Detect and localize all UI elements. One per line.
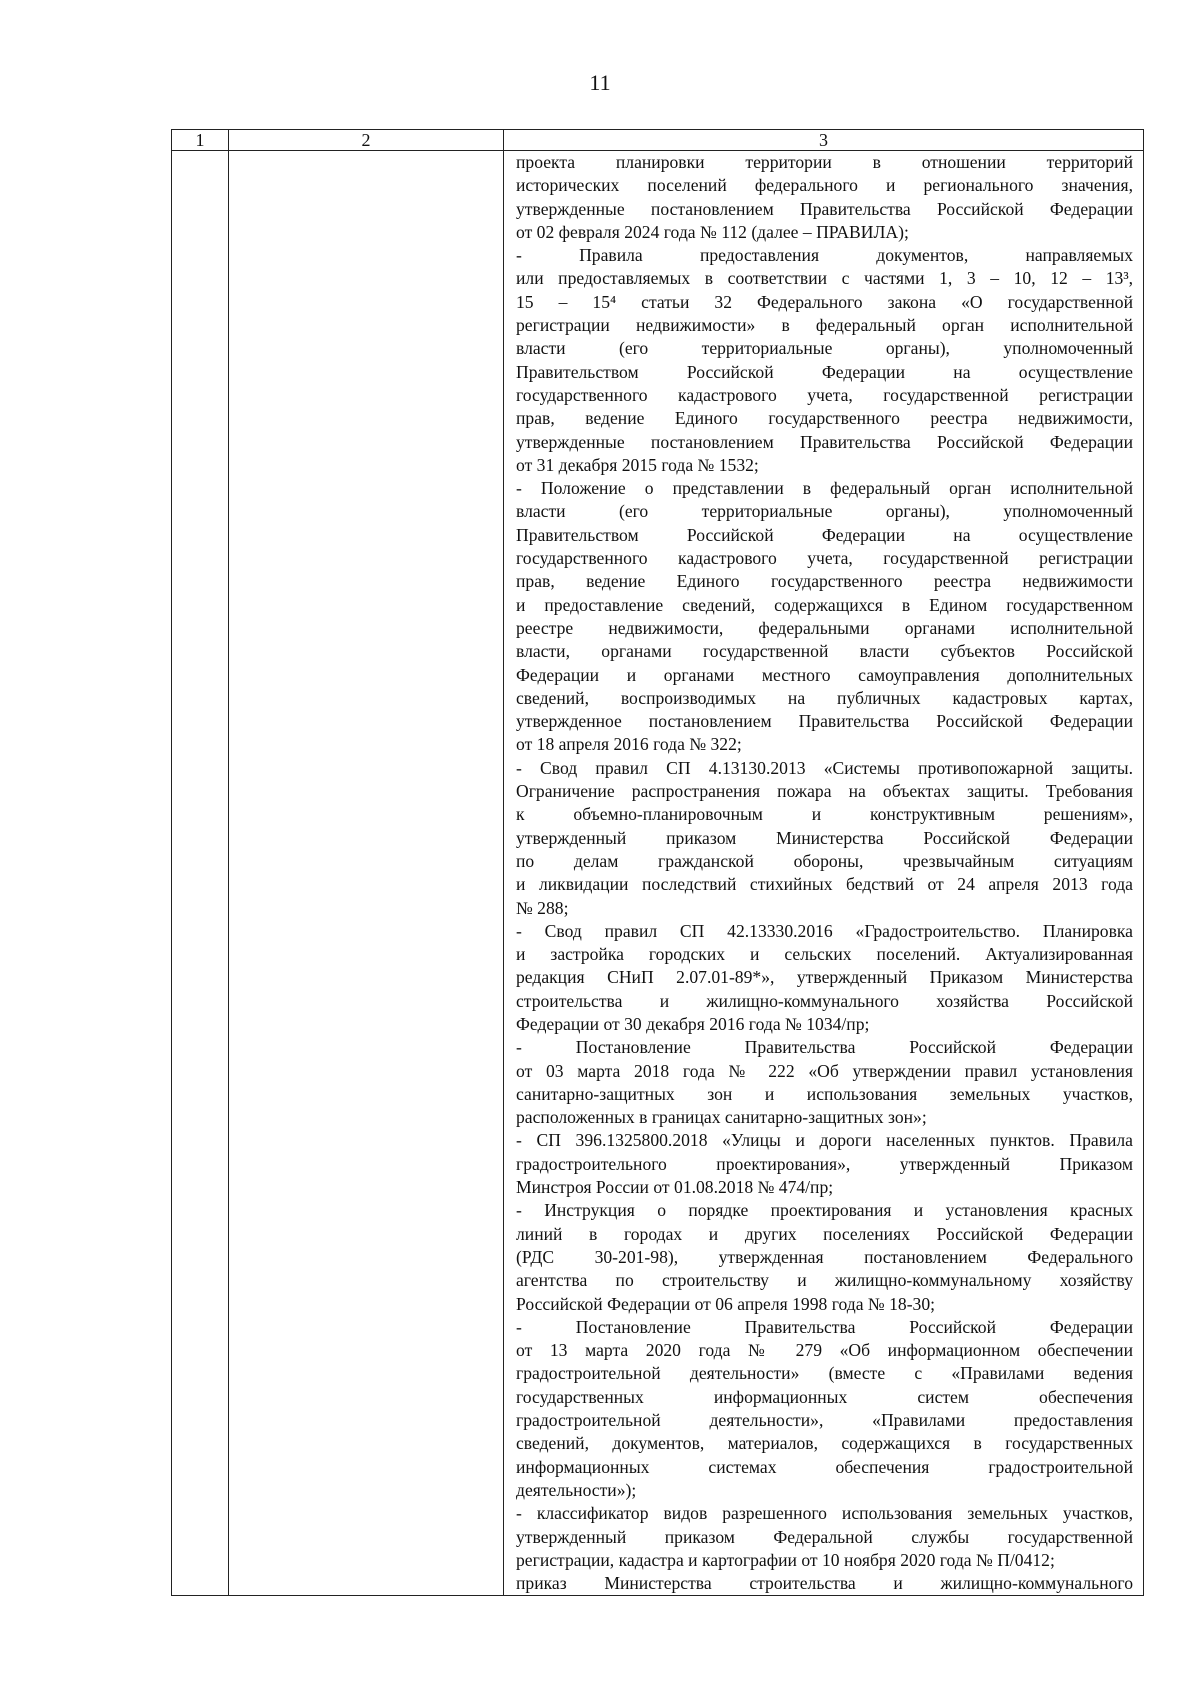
table-body-row <box>172 151 1144 1596</box>
text-line: сведений, воспроизводимых на публичных кадастровых картах, <box>516 687 1133 708</box>
text-line: - СП 396.1325800.2018 «Улицы и дороги населенных пунктов. Правила <box>516 1130 1133 1151</box>
text-line: - Свод правил СП 42.13330.2016 «Градостроительство. Планировка <box>516 920 1133 941</box>
text-line: утвержденные постановлением Правительства Российской Федерации <box>516 198 1133 219</box>
text-line: к объемно-планировочным и конструктивным решениям», <box>516 804 1133 825</box>
text-line: Ограничение распространения пожара на объектах защиты. Требования <box>516 781 1133 802</box>
text-line: приказ Министерства строительства и жилищно-коммунального <box>516 1573 1133 1594</box>
page-number: 11 <box>589 70 611 95</box>
text-line: агентства по строительству и жилищно-коммунальному хозяйству <box>516 1270 1133 1291</box>
text-line: Федерации и органами местного самоуправления дополнительных <box>516 664 1133 685</box>
body-cell-3-text <box>504 151 1144 1596</box>
text-line: санитарно-защитных зон и использования земельных участков, <box>516 1083 1133 1104</box>
text-line: власти (его территориальные органы), уполномоченный <box>516 338 1133 359</box>
text-line: Правительством Российской Федерации на осуществление <box>516 524 1133 545</box>
text-line: редакция СНиП 2.07.01-89*», утвержденный Приказом Министерства <box>516 967 1133 988</box>
text-line: Федерации от 30 декабря 2016 года № 1034/пр; <box>516 1013 870 1034</box>
header-cell-1: 1 <box>172 130 229 151</box>
text-line: от 18 апреля 2016 года № 322; <box>516 734 742 755</box>
text-line: или предоставляемых в соответствии с частями 1, 3 – 10, 12 – 13³, <box>516 268 1133 289</box>
text-line: утвержденный приказом Федеральной службы государственной <box>516 1526 1133 1547</box>
text-line: государственного кадастрового учета, государственной регистрации <box>516 384 1133 405</box>
text-line: по делам гражданской обороны, чрезвычайным ситуациям <box>516 850 1133 871</box>
header-cell-3: 3 <box>504 130 1144 151</box>
text-line: реестре недвижимости, федеральными органами исполнительной <box>516 617 1133 638</box>
body-cell-2 <box>229 151 504 1596</box>
text-line: расположенных в границах санитарно-защитных зон»; <box>516 1107 927 1128</box>
table-header-row <box>172 130 1144 151</box>
header-cell-2: 2 <box>229 130 504 151</box>
text-line: - Свод правил СП 4.13130.2013 «Системы противопожарной защиты. <box>516 757 1133 778</box>
text-line: (РДС 30-201-98), утвержденная постановлением Федерального <box>516 1246 1133 1267</box>
text-line: - Инструкция о порядке проектирования и установления красных <box>516 1200 1133 1221</box>
text-line: линий в городах и других поселениях Российской Федерации <box>516 1223 1133 1244</box>
text-line: государственных информационных систем обеспечения <box>516 1386 1133 1407</box>
body-cell-1 <box>172 151 229 1596</box>
document-table <box>171 129 1144 1596</box>
text-line: 15 – 15⁴ статьи 32 Федерального закона «О государственной <box>516 291 1133 312</box>
text-line: градостроительного проектирования», утвержденный Приказом <box>516 1153 1133 1174</box>
text-line: проекта планировки территории в отношении территорий <box>516 152 1133 172</box>
text-line: прав, ведение Единого государственного реестра недвижимости <box>516 571 1133 592</box>
text-line: Российской Федерации от 06 апреля 1998 года № 18-30; <box>516 1293 936 1314</box>
text-line: власти (его территориальные органы), уполномоченный <box>516 501 1133 522</box>
text-line: утвержденные постановлением Правительства Российской Федерации <box>516 431 1133 452</box>
text-line: регистрации недвижимости» в федеральный орган исполнительной <box>516 315 1133 336</box>
text-line: и ликвидации последствий стихийных бедствий от 24 апреля 2013 года <box>516 874 1133 895</box>
text-line: градостроительной деятельности», «Правилами предоставления <box>516 1410 1133 1431</box>
text-line: регистрации, кадастра и картографии от 10 ноября 2020 года № П/0412; <box>516 1549 1055 1570</box>
text-line: - Постановление Правительства Российской Федерации <box>516 1316 1133 1337</box>
text-line: власти, органами государственной власти субъектов Российской <box>516 641 1133 662</box>
text-line: от 02 февраля 2024 года № 112 (далее – ПРАВИЛА); <box>516 221 909 242</box>
text-line: - Правила предоставления документов, направляемых <box>516 245 1133 266</box>
text-line: прав, ведение Единого государственного реестра недвижимости, <box>516 408 1133 429</box>
text-line: - Постановление Правительства Российской Федерации <box>516 1037 1133 1058</box>
text-line: от 03 марта 2018 года № 222 «Об утверждении правил установления <box>516 1060 1133 1081</box>
text-line: Минстроя России от 01.08.2018 № 474/пр; <box>516 1177 834 1198</box>
text-line: Правительством Российской Федерации на осуществление <box>516 361 1133 382</box>
text-line: строительства и жилищно-коммунального хозяйства Российской <box>516 990 1133 1011</box>
text-line: от 13 марта 2020 года № 279 «Об информационном обеспечении <box>516 1340 1133 1361</box>
text-line: утвержденное постановлением Правительства Российской Федерации <box>516 711 1133 732</box>
text-line: от 31 декабря 2015 года № 1532; <box>516 454 759 475</box>
text-line: утвержденный приказом Министерства Российской Федерации <box>516 827 1133 848</box>
text-line: - Положение о представлении в федеральный орган исполнительной <box>516 478 1133 499</box>
text-line: - классификатор видов разрешенного использования земельных участков, <box>516 1503 1133 1524</box>
text-line: исторических поселений федерального и регионального значения, <box>516 175 1133 196</box>
text-line: и предоставление сведений, содержащихся в Едином государственном <box>516 594 1133 615</box>
text-line: государственного кадастрового учета, государственной регистрации <box>516 548 1133 569</box>
text-line: и застройка городских и сельских поселений. Актуализированная <box>516 944 1133 965</box>
text-line: сведений, документов, материалов, содержащихся в государственных <box>516 1433 1133 1454</box>
text-line: № 288; <box>516 897 569 918</box>
text-line: деятельности»); <box>516 1479 637 1500</box>
text-line: градостроительной деятельности» (вместе с «Правилами ведения <box>516 1363 1133 1384</box>
text-line: информационных системах обеспечения градостроительной <box>516 1456 1133 1477</box>
